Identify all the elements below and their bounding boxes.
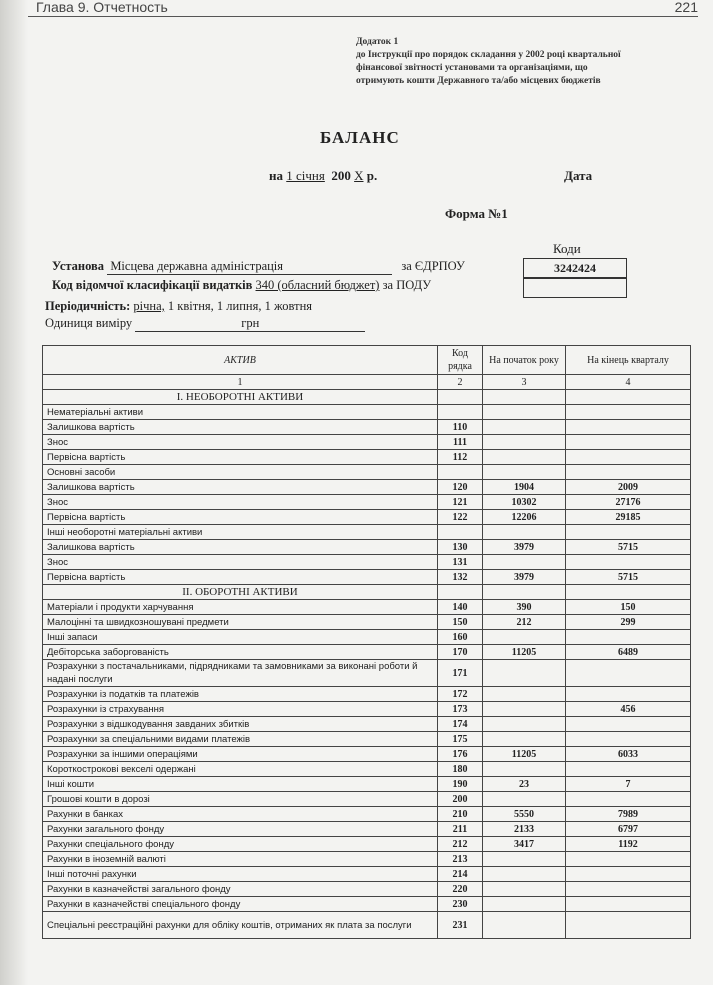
page-binding-edge (0, 0, 28, 985)
table-row (43, 807, 691, 822)
table-row (43, 420, 691, 435)
table-row (43, 747, 691, 762)
row-end-value (566, 660, 691, 687)
row-start-value: 12206 (483, 510, 566, 525)
row-end-value: 6033 (566, 747, 691, 762)
periodicity-line (45, 299, 312, 314)
row-start-value (483, 465, 566, 480)
date-day: 1 січня (286, 168, 325, 183)
row-code: 213 (438, 852, 483, 867)
row-end-value: 456 (566, 702, 691, 717)
row-start-value (483, 867, 566, 882)
row-label: Знос (43, 435, 438, 450)
row-end-value: 5715 (566, 570, 691, 585)
row-label: Знос (43, 495, 438, 510)
row-code: 170 (438, 645, 483, 660)
table-row (43, 615, 691, 630)
row-start-value (483, 585, 566, 600)
row-label: Нематеріальні активи (43, 405, 438, 420)
row-label: Рахунки в казначействі спеціального фонду (43, 897, 438, 912)
column-number-row (43, 375, 691, 390)
row-start-value (483, 660, 566, 687)
periodicity-label: Періодичність: (45, 299, 131, 313)
row-start-value: 212 (483, 615, 566, 630)
row-end-value (566, 405, 691, 420)
institution-label: Установа (52, 259, 105, 273)
row-end-value (566, 897, 691, 912)
row-code: 212 (438, 837, 483, 852)
table-row (43, 687, 691, 702)
row-start-value: 2133 (483, 822, 566, 837)
date-label: Дата (564, 168, 593, 183)
row-label: Рахунки в казначействі загального фонду (43, 882, 438, 897)
row-end-value (566, 555, 691, 570)
row-code: 180 (438, 762, 483, 777)
row-label: Грошові кошти в дорозі (43, 792, 438, 807)
row-start-value: 3979 (483, 540, 566, 555)
table-row (43, 465, 691, 480)
row-code (438, 585, 483, 600)
row-start-value: 3979 (483, 570, 566, 585)
col-number: 1 (43, 375, 438, 390)
row-start-value: 23 (483, 777, 566, 792)
edrpou-label: за ЄДРПОУ (401, 259, 465, 273)
row-label: Первісна вартість (43, 510, 438, 525)
row-label: Рахунки спеціального фонду (43, 837, 438, 852)
row-label: Основні засоби (43, 465, 438, 480)
appendix-line: отримують кошти Державного та/або місцевих бюджетів (356, 76, 601, 86)
row-code: 121 (438, 495, 483, 510)
table-row (43, 912, 691, 939)
row-end-value (566, 420, 691, 435)
row-label: Розрахунки із страхування (43, 702, 438, 717)
row-start-value (483, 525, 566, 540)
chapter-title: Глава 9. Отчетность (36, 0, 168, 15)
row-end-value: 5715 (566, 540, 691, 555)
table-row (43, 762, 691, 777)
row-end-value (566, 852, 691, 867)
podu-label: за ПОДУ (382, 278, 432, 292)
codes-label: Коди (553, 241, 581, 256)
budget-code-value: 340 (обласний бюджет) (255, 278, 380, 292)
row-end-value (566, 585, 691, 600)
table-row (43, 645, 691, 660)
table-row (43, 777, 691, 792)
date-year: 200 (331, 168, 351, 183)
row-label: Малоцінні та швидкозношувані предмети (43, 615, 438, 630)
table-row (43, 630, 691, 645)
table-row (43, 660, 691, 687)
table-row (43, 837, 691, 852)
row-code: 132 (438, 570, 483, 585)
table-row (43, 480, 691, 495)
row-code: 110 (438, 420, 483, 435)
row-end-value (566, 867, 691, 882)
row-start-value (483, 882, 566, 897)
row-start-value (483, 702, 566, 717)
row-code: 173 (438, 702, 483, 717)
table-row (43, 450, 691, 465)
row-start-value (483, 630, 566, 645)
row-start-value: 11205 (483, 747, 566, 762)
row-code: 111 (438, 435, 483, 450)
section-header-row (43, 585, 691, 600)
row-code: 120 (438, 480, 483, 495)
row-label: Інші поточні рахунки (43, 867, 438, 882)
row-start-value: 5550 (483, 807, 566, 822)
row-start-value: 390 (483, 600, 566, 615)
row-label: Матеріали і продукти харчування (43, 600, 438, 615)
row-end-value (566, 390, 691, 405)
table-row (43, 405, 691, 420)
unit-label: Одиниця виміру (45, 316, 133, 330)
row-label: Залишкова вартість (43, 540, 438, 555)
row-label: Розрахунки за спеціальними видами платежів (43, 732, 438, 747)
row-start-value: 10302 (483, 495, 566, 510)
institution-line (52, 259, 465, 275)
table-row (43, 555, 691, 570)
row-code: 172 (438, 687, 483, 702)
table-row (43, 495, 691, 510)
row-code: 122 (438, 510, 483, 525)
row-code: 160 (438, 630, 483, 645)
table-row (43, 732, 691, 747)
row-label: ІІ. ОБОРОТНІ АКТИВИ (43, 585, 438, 600)
row-code: 211 (438, 822, 483, 837)
table-row (43, 570, 691, 585)
row-code: 176 (438, 747, 483, 762)
table-row (43, 717, 691, 732)
row-end-value (566, 465, 691, 480)
row-start-value (483, 717, 566, 732)
row-end-value: 27176 (566, 495, 691, 510)
appendix-line: фінансової звітності установами та організаціями, що (356, 63, 588, 73)
row-end-value: 1192 (566, 837, 691, 852)
row-start-value (483, 732, 566, 747)
row-code (438, 390, 483, 405)
row-code: 150 (438, 615, 483, 630)
col-number: 3 (483, 375, 566, 390)
row-code (438, 405, 483, 420)
row-code: 174 (438, 717, 483, 732)
row-label: Короткострокові векселі одержані (43, 762, 438, 777)
col-number: 4 (566, 375, 691, 390)
row-start-value (483, 390, 566, 405)
podu-code-box (523, 278, 627, 298)
row-label: Інші кошти (43, 777, 438, 792)
row-end-value: 299 (566, 615, 691, 630)
header-start: На початок року (483, 346, 566, 375)
row-code: 231 (438, 912, 483, 939)
row-end-value: 2009 (566, 480, 691, 495)
row-code: 140 (438, 600, 483, 615)
section-header-row (43, 390, 691, 405)
row-label: Рахунки в іноземній валюті (43, 852, 438, 867)
row-label: Інші запаси (43, 630, 438, 645)
appendix-note (356, 36, 686, 88)
row-end-value (566, 435, 691, 450)
row-code (438, 465, 483, 480)
row-code: 214 (438, 867, 483, 882)
institution-value: Місцева державна адміністрація (110, 259, 284, 273)
row-start-value (483, 897, 566, 912)
row-end-value: 150 (566, 600, 691, 615)
periodicity-selected: річна, (133, 299, 165, 313)
row-end-value (566, 792, 691, 807)
table-row (43, 510, 691, 525)
row-code: 230 (438, 897, 483, 912)
row-code: 130 (438, 540, 483, 555)
date-year-x: X (354, 168, 364, 183)
row-end-value: 29185 (566, 510, 691, 525)
row-start-value: 1904 (483, 480, 566, 495)
row-end-value (566, 687, 691, 702)
row-start-value (483, 687, 566, 702)
appendix-line: Додаток 1 (356, 37, 399, 47)
row-label: Спеціальні реєстраційні рахунки для обліку коштів, отриманих як плата за послуги (43, 912, 438, 939)
unit-line (45, 316, 365, 332)
row-start-value (483, 792, 566, 807)
row-code (438, 525, 483, 540)
periodicity-options: 1 квітня, 1 липня, 1 жовтня (167, 299, 313, 313)
row-label: Розрахунки за іншими операціями (43, 747, 438, 762)
page-number: 221 (674, 0, 698, 15)
running-header (28, 0, 698, 17)
row-label: Інші необоротні матеріальні активи (43, 525, 438, 540)
date-prefix: на (269, 168, 283, 183)
row-label: Первісна вартість (43, 570, 438, 585)
row-end-value (566, 912, 691, 939)
form-label: Форма №1 (445, 206, 508, 221)
row-code: 131 (438, 555, 483, 570)
row-end-value: 6797 (566, 822, 691, 837)
row-label: Рахунки в банках (43, 807, 438, 822)
row-start-value (483, 555, 566, 570)
row-end-value: 7 (566, 777, 691, 792)
unit-value: грн (135, 316, 365, 332)
balance-date (269, 168, 377, 184)
row-end-value: 7989 (566, 807, 691, 822)
appendix-line: до Інструкції про порядок складання у 2002 році квартальної (356, 50, 621, 60)
header-end: На кінець кварталу (566, 346, 691, 375)
row-end-value (566, 882, 691, 897)
row-start-value (483, 450, 566, 465)
row-end-value: 6489 (566, 645, 691, 660)
row-end-value (566, 525, 691, 540)
budget-code-line (52, 278, 431, 293)
budget-code-label: Код відомчої класифікації видатків (52, 278, 253, 292)
table-row (43, 435, 691, 450)
row-start-value (483, 420, 566, 435)
row-code: 171 (438, 660, 483, 687)
row-label: Первісна вартість (43, 450, 438, 465)
row-code: 175 (438, 732, 483, 747)
col-number: 2 (438, 375, 483, 390)
row-start-value (483, 405, 566, 420)
row-end-value (566, 717, 691, 732)
row-code: 220 (438, 882, 483, 897)
table-row (43, 882, 691, 897)
edrpou-code-box: 3242424 (523, 258, 627, 278)
row-start-value (483, 852, 566, 867)
row-start-value (483, 762, 566, 777)
row-code: 200 (438, 792, 483, 807)
row-start-value: 3417 (483, 837, 566, 852)
header-code: Код рядка (438, 346, 483, 375)
row-label: Дебіторська заборгованість (43, 645, 438, 660)
date-suffix: р. (366, 168, 378, 183)
row-start-value: 11205 (483, 645, 566, 660)
row-code: 210 (438, 807, 483, 822)
table-row (43, 600, 691, 615)
table-row (43, 525, 691, 540)
row-end-value (566, 450, 691, 465)
row-label: Розрахунки із податків та платежів (43, 687, 438, 702)
row-label: Розрахунки з постачальниками, підрядниками та замовниками за виконані роботи й надані послуги (43, 660, 438, 687)
row-label: Знос (43, 555, 438, 570)
table-row (43, 702, 691, 717)
row-code: 190 (438, 777, 483, 792)
row-code: 112 (438, 450, 483, 465)
table-row (43, 867, 691, 882)
row-label: І. НЕОБОРОТНІ АКТИВИ (43, 390, 438, 405)
table-row (43, 540, 691, 555)
row-end-value (566, 630, 691, 645)
institution-field (107, 259, 392, 275)
document-title: БАЛАНС (320, 128, 400, 147)
row-label: Залишкова вартість (43, 480, 438, 495)
row-label: Залишкова вартість (43, 420, 438, 435)
row-start-value (483, 435, 566, 450)
table-row (43, 852, 691, 867)
table-row (43, 822, 691, 837)
table-header-row (43, 346, 691, 375)
row-label: Розрахунки з відшкодування завданих збитків (43, 717, 438, 732)
row-end-value (566, 762, 691, 777)
row-end-value (566, 732, 691, 747)
balance-table (42, 345, 691, 939)
row-label: Рахунки загального фонду (43, 822, 438, 837)
row-start-value (483, 912, 566, 939)
header-asset: АКТИВ (43, 346, 438, 375)
table-row (43, 792, 691, 807)
table-row (43, 897, 691, 912)
